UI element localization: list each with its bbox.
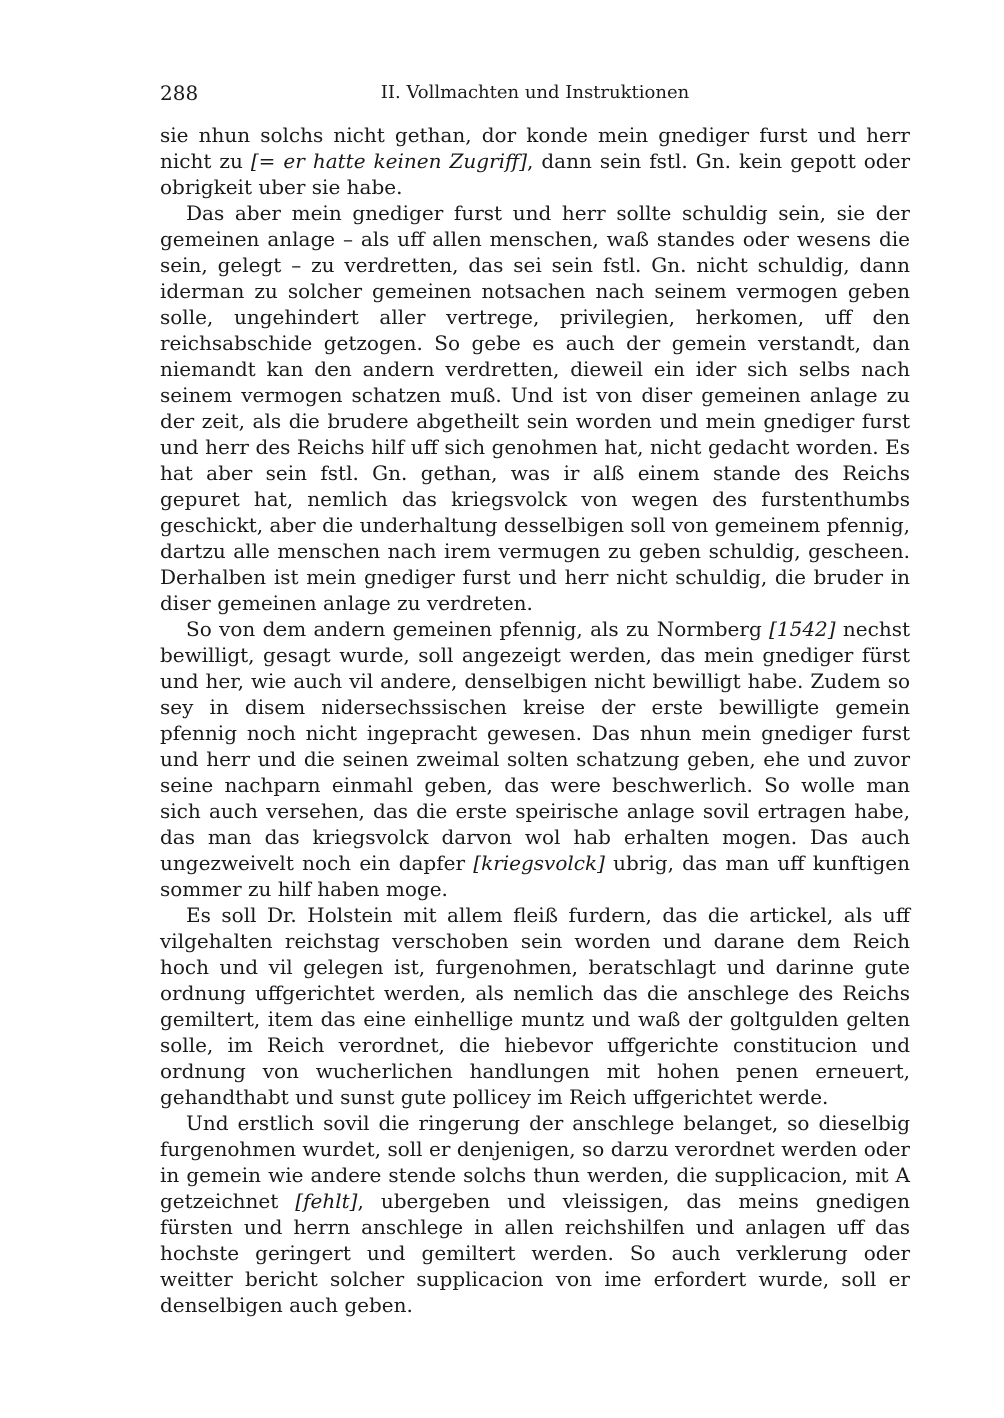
text-segment: , dann sein fstl. Gn. kein gepott oder obrigkeit uber sie habe. — [160, 149, 911, 199]
paragraph-5 — [160, 1110, 910, 1318]
text-segment: Das aber mein gnediger furst und herr sollte schuldig sein, sie der gemeinen anlage – als uff allen menschen, waß standes oder wesens die sein, gelegt – zu verdretten, das sei sein fstl. Gn. nicht schuldig, dann iderman zu solcher gemeinen notsachen nach seinem vermogen geben solle, ungehindert aller vertrege, privilegien, herkomen, uff den reichsabschide getzogen. So gebe es auch der gemein verstandt, dan niemandt kan den andern verdretten, dieweil ein ider sich selbs nach seinem vermogen schatzen muß. Und ist von diser gemeinen anlage zu der zeit, als die brudere abgetheilt sein worden und mein gnediger furst und herr des Reichs hilf uff sich genohmen hat, nicht gedacht worden. Es hat aber sein fstl. Gn. gethan, was ir alß einem stande des Reichs gepuret hat, nemlich das kriegsvolck von wegen des furstenthumbs geschickt, aber die underhaltung desselbigen soll von gemeinem pfennig, dartzu alle menschen nach irem vermugen zu geben schuldig, gescheen. Derhalben ist mein gnediger furst und herr nicht schuldig, die bruder in diser gemeinen anlage zu verdreten. — [160, 201, 910, 615]
text-segment: Und erstlich sovil die ringerung der anschlege belanget, so dieselbig furgenohmen wurdet, soll er denjenigen, so darzu verordnet werden oder in gemein wie andere stende solchs thun werden, die supplicacion, mit A getzeichnet — [160, 1111, 910, 1213]
editorial-note: [= er hatte keinen Zugriff] — [250, 149, 528, 173]
document-page — [160, 78, 910, 1318]
text-segment: So von dem andern gemeinen pfennig, als zu Normberg — [186, 617, 770, 641]
running-header — [160, 78, 910, 108]
text-segment: ubrig, das man uff kunftigen sommer zu hilf haben moge. — [160, 851, 910, 901]
page-number: 288 — [160, 81, 199, 105]
paragraph-3 — [160, 616, 910, 902]
editorial-note: [kriegsvolck] — [473, 851, 605, 875]
running-title: II. Vollmachten und Instruktionen — [380, 82, 690, 103]
editorial-note: [1542] — [769, 617, 836, 641]
text-segment: nechst bewilligt, gesagt wurde, soll angezeigt werden, das mein gnediger fürst und her, wie auch vil andere, denselbigen nicht bewilligt habe. Zudem so sey in disem nidersechssischen kreise der erste bewilligte gemein pfennig noch nicht ingepracht gewesen. Das nhun mein gnediger furst und herr und die seinen zweimal solten schatzung geben, ehe und zuvor seine nachparn einmahl geben, das were beschwerlich. So wolle man sich auch versehen, das die erste speirische anlage sovil ertragen habe, das man das kriegsvolck darvon wol hab erhalten mogen. Das auch ungezweivelt noch ein dapfer — [160, 617, 910, 875]
text-segment: , ubergeben und vleissigen, das meins gnedigen fürsten und herrn anschlege in allen reichshilfen und anlagen uff das hochste geringert und gemiltert werden. So auch verklerung oder weitter bericht solcher supplicacion von ime erfordert wurde, soll er denselbigen auch geben. — [160, 1189, 910, 1317]
paragraph-1 — [160, 122, 910, 200]
text-segment: Es soll Dr. Holstein mit allem fleiß furdern, das die artickel, als uff vilgehalten reichstag verschoben sein worden und darane dem Reich hoch und vil gelegen ist, furgenohmen, beratschlagt und darinne gute ordnung uffgerichtet werden, als nemlich das die anschlege des Reichs gemiltert, item das eine einhellige muntz und waß der goltgulden gelten solle, im Reich verordnet, die hiebevor uffgerichte constitucion und ordnung von wucherlichen handlungen mit hohen penen erneuert, gehandthabt und sunst gute pollicey im Reich uffgerichtet werde. — [160, 903, 910, 1109]
text-segment: sie nhun solchs nicht gethan, dor konde mein gnediger furst und herr nicht zu — [160, 123, 910, 173]
editorial-note: [fehlt] — [295, 1189, 358, 1213]
paragraph-2 — [160, 200, 910, 616]
body-text — [160, 122, 910, 1318]
paragraph-4 — [160, 902, 910, 1110]
